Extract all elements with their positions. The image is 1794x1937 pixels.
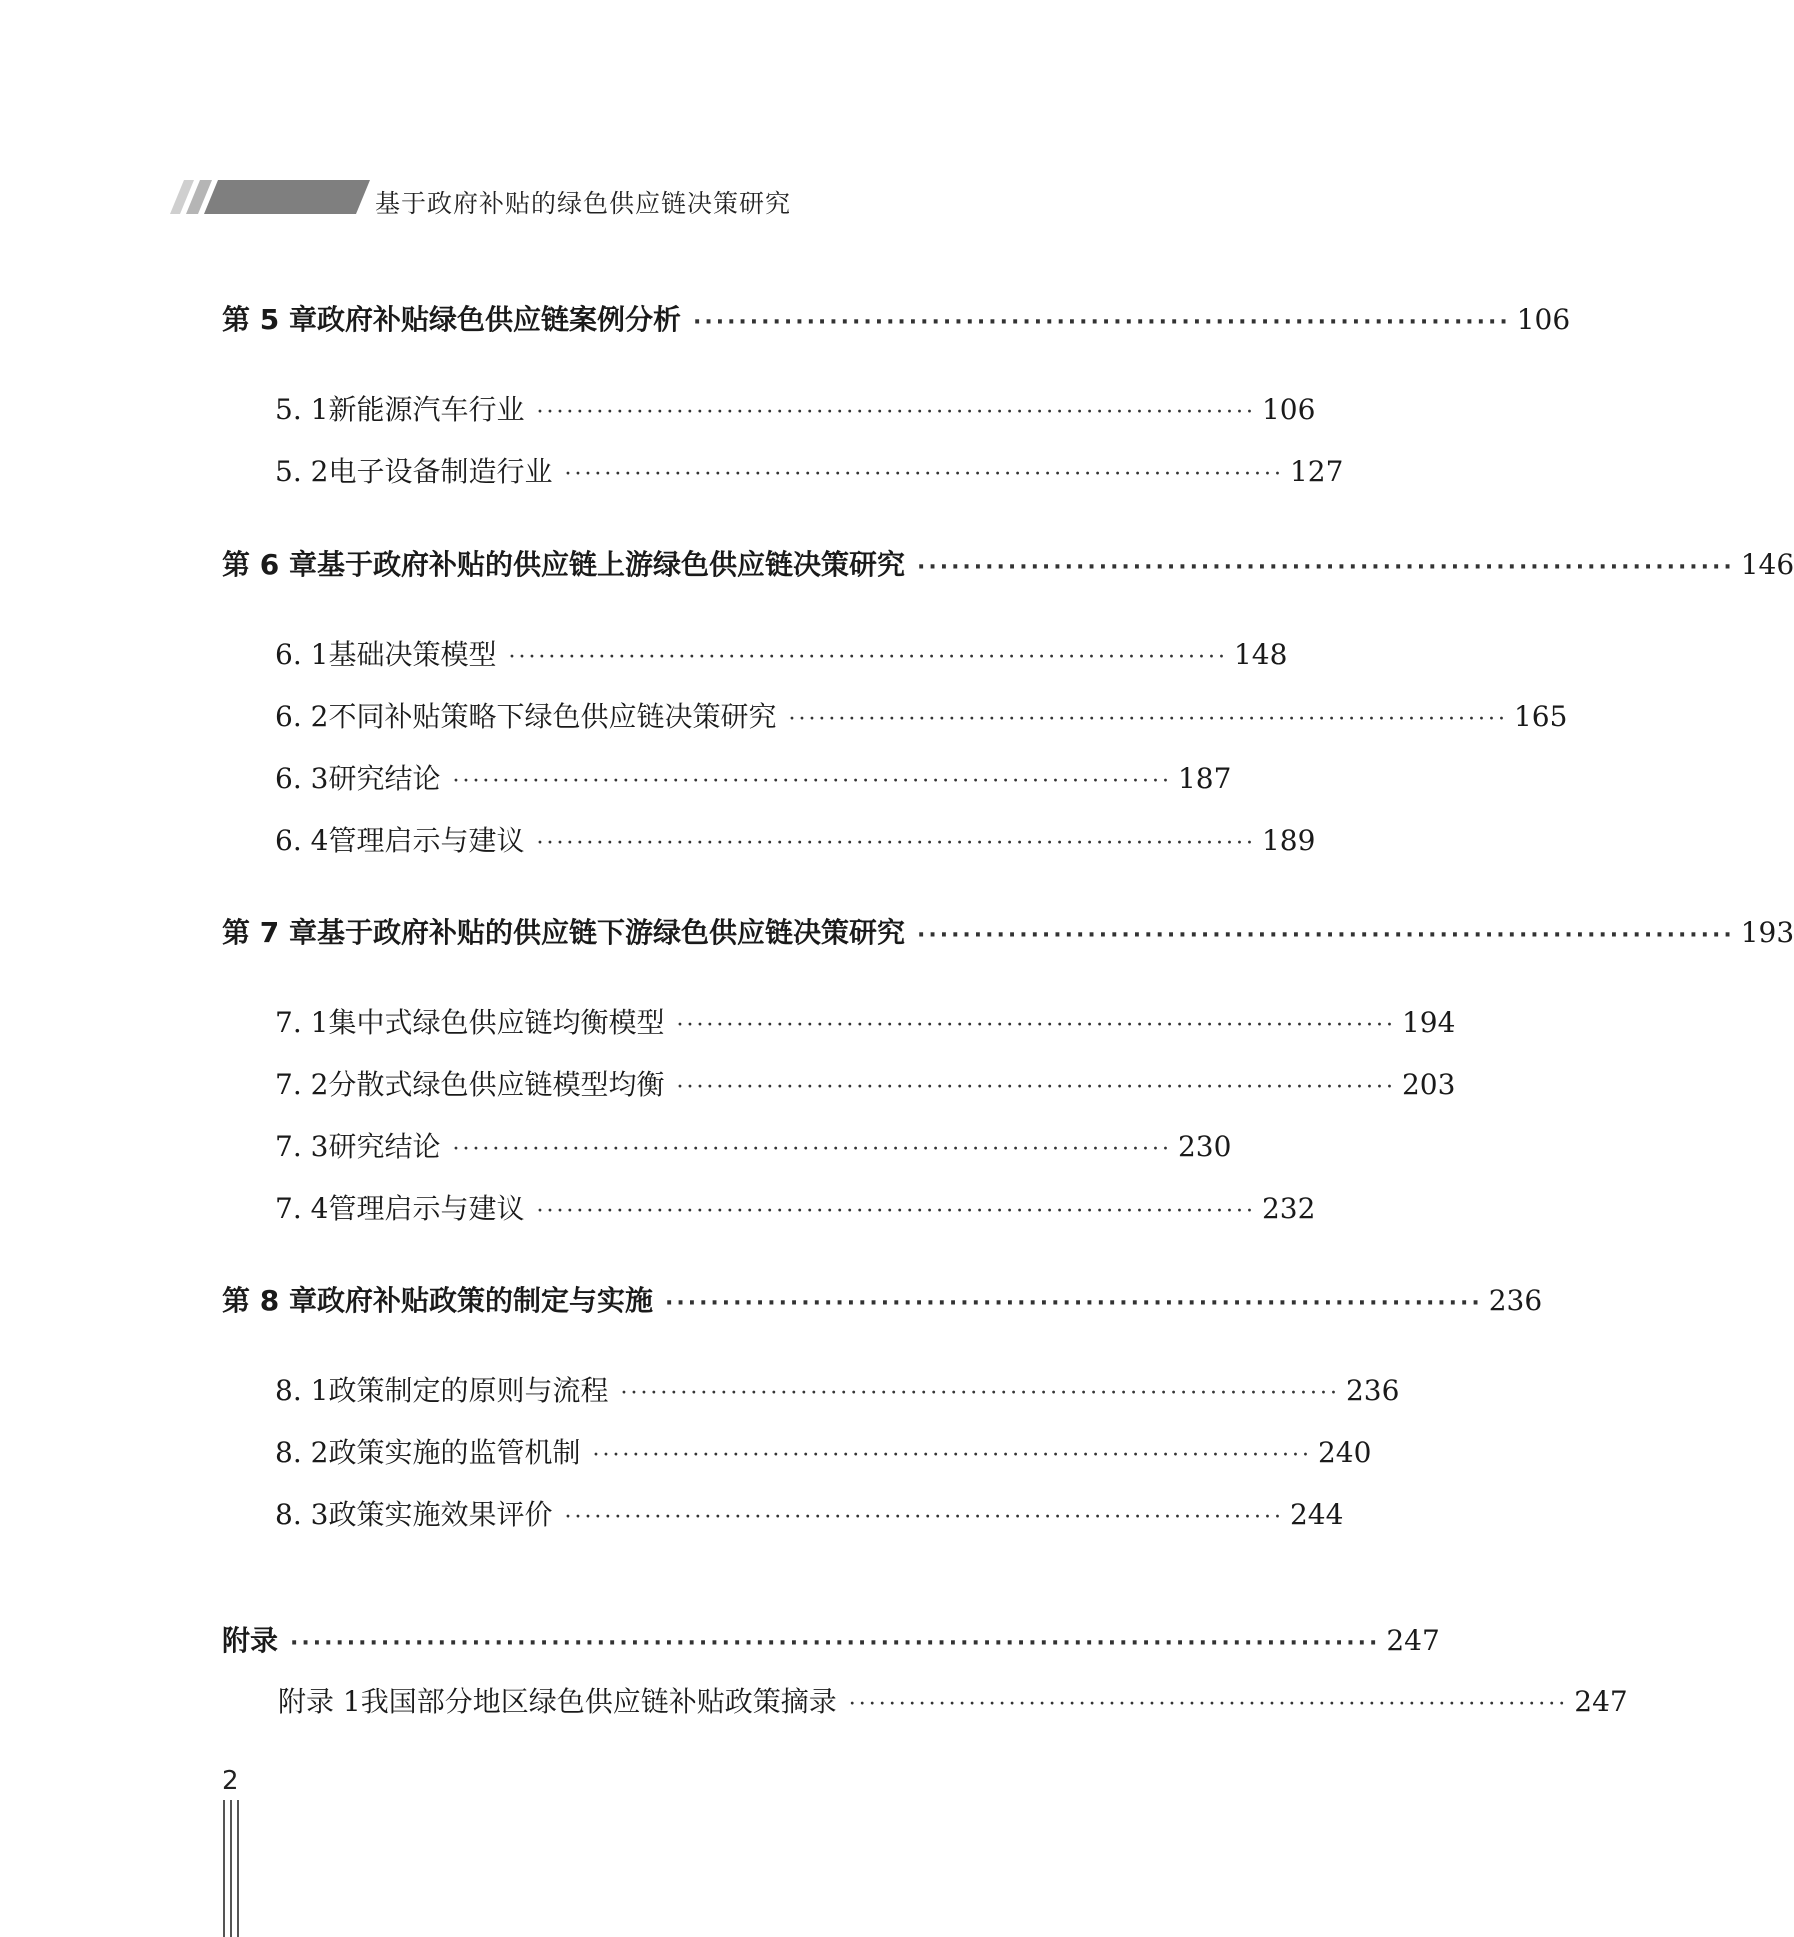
dot-leader: ········································································ [592, 1443, 1312, 1468]
dot-leader: ········································································ [564, 1505, 1284, 1530]
dot-leader: ········································································ [536, 1199, 1256, 1224]
toc-section-8-1[interactable] [275, 1371, 1400, 1411]
chapter-title: 基于政府补贴的供应链上游绿色供应链决策研究 [316, 548, 905, 581]
toc-chapter-5[interactable] [222, 300, 1571, 340]
section-number: 7. 1 [275, 1006, 329, 1039]
page-number: 127 [1289, 455, 1344, 488]
dot-leader: ········································································ [676, 1075, 1396, 1100]
dot-leader: ········································································ [536, 831, 1256, 856]
dot-leader: ········································································ [848, 1692, 1569, 1717]
page-number: 247 [1386, 1624, 1440, 1657]
page-number: 240 [1317, 1436, 1372, 1469]
folio-page-number: 2 [222, 1766, 239, 1796]
page-number: 236 [1345, 1374, 1400, 1407]
toc-appendix-1[interactable] [278, 1682, 1628, 1722]
dot-leader: ········································································ [452, 769, 1172, 794]
toc-section-6-4[interactable] [275, 821, 1316, 861]
dot-leader: ········································································ [917, 923, 1735, 948]
section-title: 集中式绿色供应链均衡模型 [328, 1006, 665, 1039]
page-number: 189 [1261, 824, 1316, 857]
page-number: 146 [1740, 548, 1794, 581]
page-number: 148 [1233, 638, 1288, 671]
toc-appendix[interactable] [222, 1621, 1440, 1661]
section-number: 7. 4 [275, 1192, 329, 1225]
dot-leader: ········································································ [536, 400, 1256, 425]
toc-section-7-3[interactable] [275, 1127, 1232, 1167]
toc-section-8-3[interactable] [275, 1495, 1344, 1535]
page-number: 106 [1261, 393, 1316, 426]
dot-leader: ········································································ [917, 555, 1735, 580]
chapter-number: 第 8 章 [222, 1284, 317, 1317]
dot-leader: ········································································ [564, 462, 1284, 487]
section-title: 研究结论 [328, 762, 441, 795]
section-number: 8. 1 [275, 1374, 329, 1407]
section-title: 管理启示与建议 [328, 1192, 525, 1225]
page-number: 106 [1516, 303, 1571, 336]
toc-section-7-2[interactable] [275, 1065, 1456, 1105]
section-title: 管理启示与建议 [328, 824, 525, 857]
page-number: 236 [1488, 1284, 1543, 1317]
section-number: 7. 2 [275, 1068, 329, 1101]
dot-leader: ········································································ [452, 1137, 1172, 1162]
header-stripe-decoration [170, 180, 380, 222]
section-title: 电子设备制造行业 [328, 455, 553, 488]
page-number: 244 [1289, 1498, 1344, 1531]
section-number: 8. 2 [275, 1436, 329, 1469]
dot-leader: ········································································ [620, 1381, 1340, 1406]
chapter-number: 第 5 章 [222, 303, 317, 336]
section-number: 8. 3 [275, 1498, 329, 1531]
section-number: 6. 2 [275, 700, 329, 733]
chapter-number: 第 7 章 [222, 916, 317, 949]
section-title: 不同补贴策略下绿色供应链决策研究 [328, 700, 777, 733]
section-title: 政策实施效果评价 [328, 1498, 553, 1531]
running-header [0, 0, 1385, 230]
toc-section-8-2[interactable] [275, 1433, 1372, 1473]
dot-leader: ········································································ [676, 1013, 1396, 1038]
appendix-item-title: 我国部分地区绿色供应链补贴政策摘录 [360, 1685, 837, 1718]
section-title: 基础决策模型 [328, 638, 497, 671]
folio-rule-decoration [222, 1800, 246, 1937]
toc-chapter-7[interactable] [222, 913, 1794, 953]
toc-section-6-2[interactable] [275, 697, 1568, 737]
toc-chapter-6[interactable] [222, 545, 1794, 585]
section-title: 政策实施的监管机制 [328, 1436, 581, 1469]
chapter-title: 政府补贴绿色供应链案例分析 [316, 303, 681, 336]
page-number: 230 [1177, 1130, 1232, 1163]
section-number: 7. 3 [275, 1130, 329, 1163]
page-number: 193 [1740, 916, 1794, 949]
dot-leader: ········································································ [508, 645, 1228, 670]
page-number: 232 [1261, 1192, 1316, 1225]
section-number: 5. 1 [275, 393, 329, 426]
dot-leader: ········································································ [788, 707, 1508, 732]
section-title: 研究结论 [328, 1130, 441, 1163]
section-title: 分散式绿色供应链模型均衡 [328, 1068, 665, 1101]
page-number: 247 [1574, 1685, 1628, 1718]
chapter-title: 基于政府补贴的供应链下游绿色供应链决策研究 [316, 916, 905, 949]
running-header-title: 基于政府补贴的绿色供应链决策研究 [375, 189, 792, 218]
section-number: 6. 4 [275, 824, 329, 857]
toc-section-5-2[interactable] [275, 452, 1344, 492]
chapter-number: 第 6 章 [222, 548, 317, 581]
dot-leader: ········································································ [693, 310, 1511, 335]
appendix-title: 附录 [222, 1624, 279, 1657]
toc-section-6-3[interactable] [275, 759, 1232, 799]
section-number: 6. 1 [275, 638, 329, 671]
appendix-number: 附录 1 [278, 1685, 361, 1718]
page-number: 187 [1177, 762, 1232, 795]
section-title: 新能源汽车行业 [328, 393, 525, 426]
section-number: 5. 2 [275, 455, 329, 488]
chapter-title: 政府补贴政策的制定与实施 [316, 1284, 653, 1317]
dot-leader: ········································································ [665, 1291, 1483, 1316]
page-number: 165 [1513, 700, 1568, 733]
dot-leader: ································································································ [290, 1631, 1381, 1656]
page-number: 194 [1401, 1006, 1456, 1039]
page-number: 203 [1401, 1068, 1456, 1101]
toc-section-7-1[interactable] [275, 1003, 1456, 1043]
toc-chapter-8[interactable] [222, 1281, 1543, 1321]
toc-section-6-1[interactable] [275, 635, 1288, 675]
toc-section-7-4[interactable] [275, 1189, 1316, 1229]
section-title: 政策制定的原则与流程 [328, 1374, 609, 1407]
section-number: 6. 3 [275, 762, 329, 795]
toc-section-5-1[interactable] [275, 390, 1316, 430]
